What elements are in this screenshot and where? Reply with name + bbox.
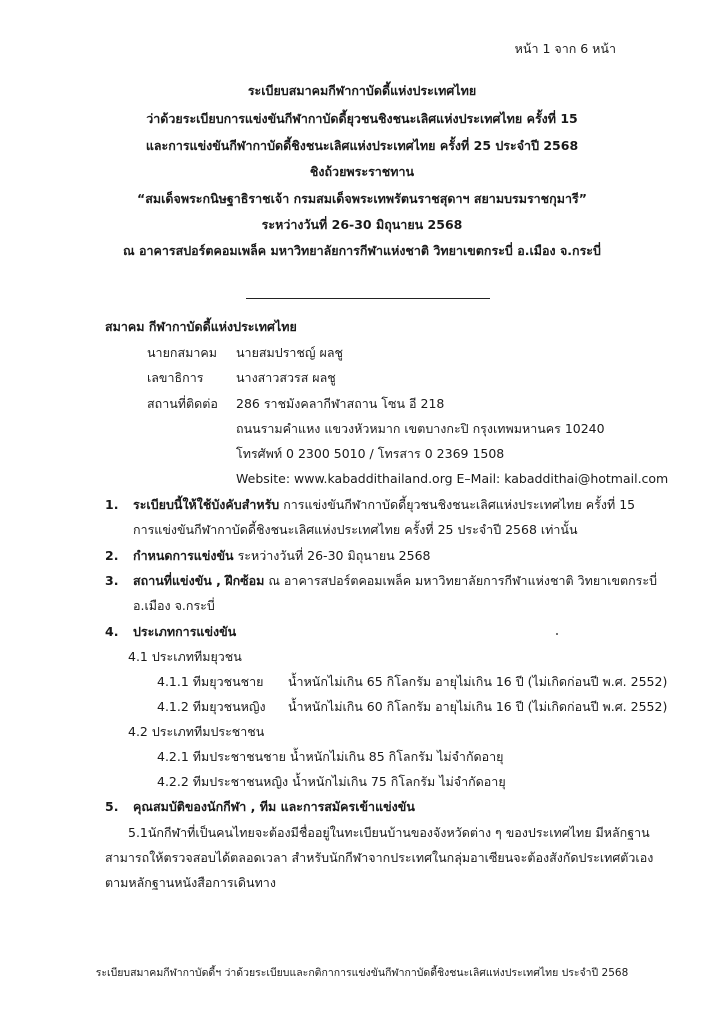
section-4-heading: ประเภทการแข่งขัน [133, 624, 237, 639]
section-4 [105, 623, 236, 641]
president-value: นายสมปราชญ์ ผลชู [236, 345, 344, 360]
section-4-1: 4.1 ประเภททีมยุวชน [128, 649, 242, 664]
title-line-2: ว่าด้วยระเบียบการแข่งขันกีฬากาบัดดี้ยุวชนชิงชนะเลิศแห่งประเทศไทย ครั้งที่ 15 [146, 111, 578, 126]
website-email: Website: www.kabaddithailand.org E–Mail: kabaddithai@hotmail.com [236, 471, 669, 486]
title-line-6: ระหว่างวันที่ 26-30 มิถุนายน 2568 [261, 217, 463, 232]
section-5-number: 5. [105, 799, 119, 814]
section-1-text: การแข่งขันกีฬากาบัดดี้ยุวชนชิงชนะเลิศแห่งประเทศไทย ครั้งที่ 15 [279, 497, 636, 512]
section-5 [105, 798, 415, 816]
section-1-heading: ระเบียบนี้ให้ใช้บังคับสำหรับ [133, 497, 280, 512]
section-4-1-1-desc: น้ำหนักไม่เกิน 65 กิโลกรัม อายุไม่เกิน 16 ปี (ไม่เกิดก่อนปี พ.ศ. 2552) [288, 674, 668, 689]
section-1-number: 1. [105, 497, 119, 512]
title-line-7: ณ อาคารสปอร์ตคอมเพล็ค มหาวิทยาลัยการกีฬาแห่งชาติ วิทยาเขตกระบี่ อ.เมือง จ.กระบี่ [123, 243, 601, 258]
secretary-label: เลขาธิการ [147, 370, 204, 385]
section-3 [105, 572, 657, 590]
page-number: หน้า 1 จาก 6 หน้า [514, 41, 616, 56]
section-4-1-2-desc: น้ำหนักไม่เกิน 60 กิโลกรัม อายุไม่เกิน 16 ปี (ไม่เกิดก่อนปี พ.ศ. 2552) [288, 699, 668, 714]
president-label: นายกสมาคม [147, 345, 217, 360]
address-line-1: 286 ราชมังคลากีฬาสถาน โซน อี 218 [236, 396, 445, 411]
phone-fax: โทรศัพท์ 0 2300 5010 / โทรสาร 0 2369 1508 [236, 446, 505, 461]
section-2-heading: กำหนดการแข่งขัน [133, 548, 234, 563]
scan-speck [556, 633, 558, 635]
title-divider [246, 298, 490, 299]
secretary-value: นางสาวสวรส ผลชู [236, 370, 336, 385]
section-3-line-2: อ.เมือง จ.กระบี่ [133, 598, 215, 613]
title-line-5: “สมเด็จพระกนิษฐาธิราชเจ้า กรมสมเด็จพระเทพรัตนราชสุดาฯ สยามบรมราชกุมารี” [137, 191, 587, 206]
address-label: สถานที่ติดต่อ [147, 396, 218, 411]
section-4-number: 4. [105, 624, 119, 639]
title-line-1: ระเบียบสมาคมกีฬากาบัดดี้แห่งประเทศไทย [247, 83, 477, 98]
section-2-number: 2. [105, 548, 119, 563]
section-1-line-2: การแข่งขันกีฬากาบัดดี้ชิงชนะเลิศแห่งประเทศไทย ครั้งที่ 25 ประจำปี 2568 เท่านั้น [133, 522, 578, 537]
section-3-number: 3. [105, 573, 119, 588]
page-footer: ระเบียบสมาคมกีฬากาบัดดี้ฯ ว่าด้วยระเบียบและกติกาการแข่งขันกีฬากาบัดดี้ชิงชนะเลิศแห่งประเทศไทย ประจำปี 2568 [95, 967, 629, 979]
section-4-1-1-code: 4.1.1 ทีมยุวชนชาย [157, 674, 264, 689]
section-4-2-1: 4.2.1 ทีมประชาชนชาย น้ำหนักไม่เกิน 85 กิโลกรัม ไม่จำกัดอายุ [157, 749, 504, 764]
section-4-2-2: 4.2.2 ทีมประชาชนหญิง น้ำหนักไม่เกิน 75 กิโลกรัม ไม่จำกัดอายุ [157, 774, 506, 789]
section-5-1-line-2: สามารถให้ตรวจสอบได้ตลอดเวลา สำหรับนักกีฬาจากประเทศในกลุ่มอาเซียนจะต้องสังกัดประเทศตัวเอง [105, 850, 654, 865]
section-3-text: ณ อาคารสปอร์ตคอมเพล็ค มหาวิทยาลัยการกีฬาแห่งชาติ วิทยาเขตกระบี่ [264, 573, 658, 588]
section-4-1-2-code: 4.1.2 ทีมยุวชนหญิง [157, 699, 266, 714]
section-5-1-line-3: ตามหลักฐานหนังสือการเดินทาง [105, 875, 276, 890]
section-1 [105, 496, 635, 514]
title-line-4: ชิงถ้วยพระราชทาน [309, 164, 415, 179]
section-3-heading: สถานที่แข่งขัน , ฝึกซ้อม [133, 573, 265, 588]
section-5-heading: คุณสมบัติของนักกีฬา , ทีม และการสมัครเข้าแข่งขัน [133, 799, 415, 814]
association-heading: สมาคม กีฬากาบัดดี้แห่งประเทศไทย [105, 319, 297, 334]
address-line-2: ถนนรามคำแหง แขวงหัวหมาก เขตบางกะปิ กรุงเทพมหานคร 10240 [236, 421, 605, 436]
section-4-2: 4.2 ประเภททีมประชาชน [128, 724, 265, 739]
title-line-3: และการแข่งขันกีฬากาบัดดี้ชิงชนะเลิศแห่งประเทศไทย ครั้งที่ 25 ประจำปี 2568 [145, 138, 579, 153]
section-2-text: ระหว่างวันที่ 26-30 มิถุนายน 2568 [233, 548, 431, 563]
section-5-1-line-1: 5.1นักกีฬาที่เป็นคนไทยจะต้องมีชื่ออยู่ในทะเบียนบ้านของจังหวัดต่าง ๆ ของประเทศไทย มีหลักฐาน [128, 825, 650, 840]
section-2 [105, 547, 430, 565]
